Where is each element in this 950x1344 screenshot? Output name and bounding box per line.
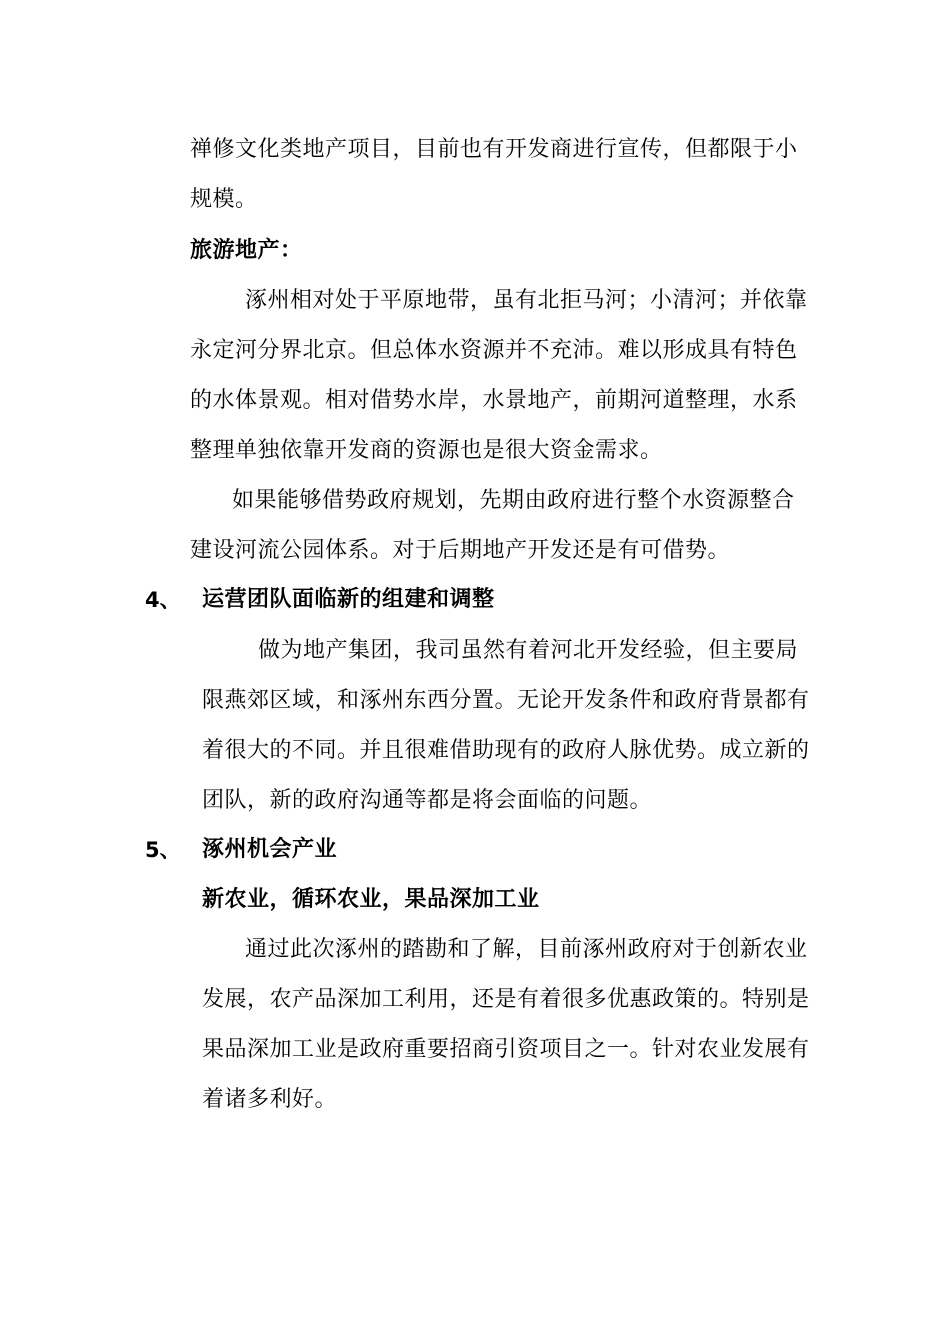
paragraph-line: 规模。 — [190, 187, 258, 212]
section-number: 5、 — [145, 838, 181, 862]
paragraph-line: 如果能够借势政府规划，先期由政府进行整个水资源整合 — [232, 488, 795, 513]
paragraph-line: 整理单独依靠开发商的资源也是很大资金需求。 — [190, 438, 663, 463]
paragraph-line: 通过此次涿州的踏勘和了解，目前涿州政府对于创新农业 — [245, 937, 808, 962]
paragraph-line: 涿州相对处于平原地带，虽有北拒马河；小清河；并依靠 — [245, 288, 808, 313]
paragraph-line: 着很大的不同。并且很难借助现有的政府人脉优势。成立新的 — [202, 738, 810, 763]
section-heading: 涿州机会产业 — [202, 837, 338, 862]
paragraph-line: 永定河分界北京。但总体水资源并不充沛。难以形成具有特色 — [190, 338, 798, 363]
paragraph-line: 限燕郊区域，和涿州东西分置。无论开发条件和政府背景都有 — [202, 688, 810, 713]
paragraph-line: 建设河流公园体系。对于后期地产开发还是有可借势。 — [190, 538, 731, 563]
paragraph-line: 发展，农产品深加工利用，还是有着很多优惠政策的。特别是 — [202, 987, 810, 1012]
paragraph-line: 禅修文化类地产项目，目前也有开发商进行宣传，但都限于小 — [190, 137, 798, 162]
section-number: 4、 — [145, 588, 181, 612]
paragraph-line: 的水体景观。相对借势水岸，水景地产，前期河道整理，水系 — [190, 388, 798, 413]
paragraph-line: 做为地产集团，我司虽然有着河北开发经验，但主要局 — [258, 638, 799, 663]
subheading-tourism-realestate: 旅游地产： — [190, 238, 303, 263]
subheading-new-agriculture: 新农业，循环农业，果品深加工业 — [202, 887, 540, 912]
section-heading: 运营团队面临新的组建和调整 — [202, 587, 495, 612]
paragraph-line: 着诸多利好。 — [202, 1087, 338, 1112]
paragraph-line: 果品深加工业是政府重要招商引资项目之一。针对农业发展有 — [202, 1037, 810, 1062]
paragraph-line: 团队，新的政府沟通等都是将会面临的问题。 — [202, 788, 653, 813]
